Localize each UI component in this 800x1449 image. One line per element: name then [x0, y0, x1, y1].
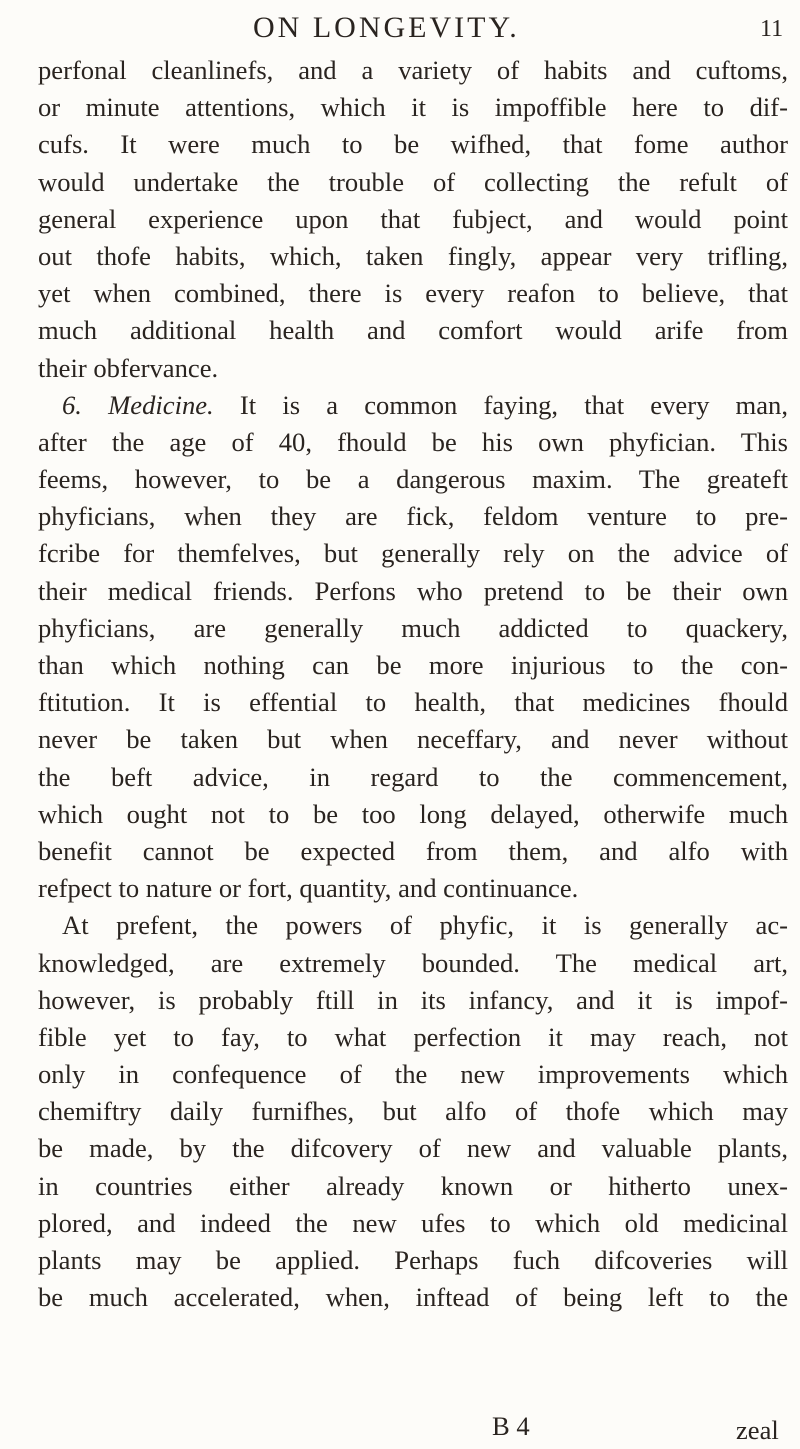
text-line: the beft advice, in regard to the commencement,	[38, 761, 788, 792]
running-title: ON LONGEVITY.	[253, 11, 520, 44]
text-line: be made, by the difcovery of new and valuable plants,	[38, 1133, 788, 1164]
text-line: their obfervance.	[38, 352, 219, 383]
text-line: however, is probably ftill in its infancy, and it is impof-	[38, 984, 788, 1015]
text-line: never be taken but when neceffary, and never without	[38, 724, 788, 755]
text-line: cufs. It were much to be wifhed, that fome author	[38, 129, 788, 160]
text-line: chemiftry daily furnifhes, but alfo of thofe which may	[38, 1096, 788, 1127]
text-line: plored, and indeed the new ufes to which old medicinal	[38, 1207, 788, 1238]
text-line: general experience upon that fubject, and would point	[38, 203, 788, 234]
text-line: ftitution. It is effential to health, that medicines fhould	[38, 687, 788, 718]
text-line: yet when combined, there is every reafon to believe, that	[38, 278, 788, 309]
text-line: which ought not to be too long delayed, otherwife much	[38, 798, 788, 829]
text-line: after the age of 40, fhould be his own phyfician. This	[38, 426, 788, 457]
page-footer	[0, 1410, 800, 1446]
section-heading: 6. Medicine.	[62, 389, 214, 420]
text-line: At prefent, the powers of phyfic, it is generally ac-	[62, 910, 788, 941]
text-line-content: It is a common faying, that every man,	[239, 389, 788, 420]
running-head	[0, 6, 800, 46]
text-line: only in confequence of the new improvements which	[38, 1059, 788, 1090]
paragraph-medicine	[38, 387, 788, 908]
text-line: phyficians, when they are fick, feldom venture to pre-	[38, 501, 788, 532]
text-line: in countries either already known or hitherto unex-	[38, 1170, 788, 1201]
text-line: be much accelerated, when, inftead of being left to the	[38, 1282, 788, 1313]
text-line: refpect to nature or fort, quantity, and continuance.	[38, 873, 579, 904]
text-line: fcribe for themfelves, but generally rely on the advice of	[38, 538, 788, 569]
catchword: zeal	[736, 1415, 779, 1445]
text-line: or minute attentions, which it is impoffible here to dif-	[38, 92, 788, 123]
text-line: out thofe habits, which, taken fingly, appear very trifling,	[38, 240, 788, 271]
text-line: feems, however, to be a dangerous maxim. The greateft	[38, 464, 788, 495]
text-line: fible yet to fay, to what perfection it may reach, not	[38, 1021, 788, 1052]
body-text	[38, 52, 788, 1316]
paragraph-cleanliness	[38, 52, 788, 387]
text-line: than which nothing can be more injurious to the con-	[38, 650, 788, 680]
text-line: plants may be applied. Perhaps fuch difcoveries will	[38, 1245, 788, 1275]
text-line	[38, 387, 788, 424]
text-line: would undertake the trouble of collecting the refult of	[38, 166, 788, 197]
text-line: their medical friends. Perfons who pretend to be their own	[38, 575, 788, 606]
text-line: benefit cannot be expected from them, and alfo with	[38, 835, 788, 866]
signature-mark: B 4	[492, 1411, 530, 1441]
text-line: perfonal cleanlinefs, and a variety of habits and cuftoms,	[38, 55, 788, 85]
text-line: much additional health and comfort would arife from	[38, 315, 788, 346]
page-number: 11	[760, 16, 784, 42]
text-line: knowledged, are extremely bounded. The medical art,	[38, 947, 788, 978]
paragraph-physic	[38, 907, 788, 1316]
text-line: phyficians, are generally much addicted to quackery,	[38, 612, 788, 643]
